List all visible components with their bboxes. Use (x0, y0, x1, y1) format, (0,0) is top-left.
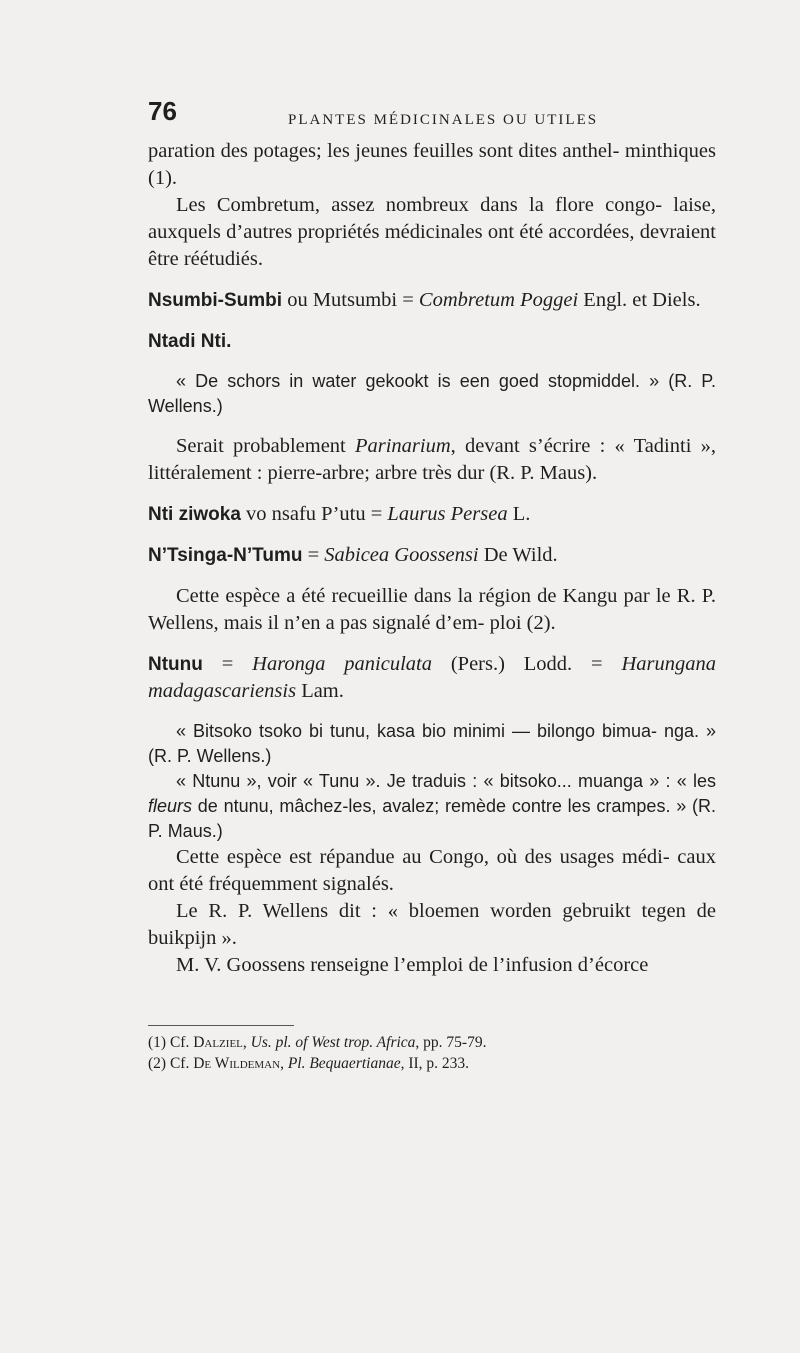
entry-heading: Ntunu (148, 654, 203, 675)
footnote-2: (2) Cf. De Wildeman, Pl. Bequaertianae, II, p. 233. (148, 1055, 470, 1072)
paragraph-combretum: Les Combretum, assez nombreux dans la flore congo- laise, auxquels d’autres propriétés médicinales ont été accordées, devraient être réétudiés. (148, 194, 716, 270)
running-title: PLANTES MÉDICINALES OU UTILES (288, 112, 599, 128)
paragraph-congo: Cette espèce est répandue au Congo, où des usages médi- caux ont été fréquemment signalés. (148, 846, 716, 895)
quote-ntunu: « Ntunu », voir « Tunu ». Je traduis : « bitsoko... muanga » : « les fleurs de ntunu, mâchez-les, avalez; remède contre les crampes. » (R. P. Maus.) (148, 771, 716, 841)
entry-heading: Nsumbi-Sumbi (148, 290, 283, 311)
entry-heading: Ntadi Nti. (148, 331, 232, 352)
entry-ntsinga: N’Tsinga-N’Tumu = Sabicea Goossensi De Wild. (148, 544, 558, 566)
page-number: 76 (148, 96, 177, 126)
entry-nsumbi: Nsumbi-Sumbi ou Mutsumbi = Combretum Poggei Engl. et Diels. (148, 289, 701, 311)
entry-heading: Nti ziwoka (148, 504, 241, 525)
footnotes (148, 1032, 708, 1074)
entry-heading: N’Tsinga-N’Tumu (148, 545, 303, 566)
entry-nti-ziwoka: Nti ziwoka vo nsafu P’utu = Laurus Persea L. (148, 503, 531, 525)
paragraph-sabicea: Cette espèce a été recueillie dans la région de Kangu par le R. P. Wellens, mais il n’en a pas signalé d’em- ploi (2). (148, 585, 716, 634)
paragraph-parinarium: Serait probablement Parinarium, devant s’écrire : « Tadinti », littéralement : pierre-arbre; arbre très dur (R. P. Maus). (148, 435, 716, 484)
quote-bitsoko: « Bitsoko tsoko bi tunu, kasa bio minimi — bilongo bimua- nga. » (R. P. Wellens.) (148, 721, 716, 766)
paragraph-wellens: Le R. P. Wellens dit : « bloemen worden gebruikt tegen de buikpijn ». (148, 900, 716, 949)
entry-ntunu: Ntunu = Haronga paniculata (Pers.) Lodd. = Harungana madagascariensis Lam. (148, 653, 717, 702)
running-header (148, 96, 708, 134)
entry-ntadi (148, 328, 716, 355)
footnote-1: (1) Cf. Dalziel, Us. pl. of West trop. Africa, pp. 75-79. (148, 1034, 487, 1051)
page-body (148, 138, 716, 979)
paragraph-continuation: paration des potages; les jeunes feuilles sont dites anthel- minthiques (1). (148, 140, 716, 189)
paragraph-goossens: M. V. Goossens renseigne l’emploi de l’infusion d’écorce (176, 954, 649, 976)
quote-ntadi: « De schors in water gekookt is een goed stopmiddel. » (R. P. Wellens.) (148, 371, 716, 416)
footnote-rule (148, 1025, 294, 1026)
